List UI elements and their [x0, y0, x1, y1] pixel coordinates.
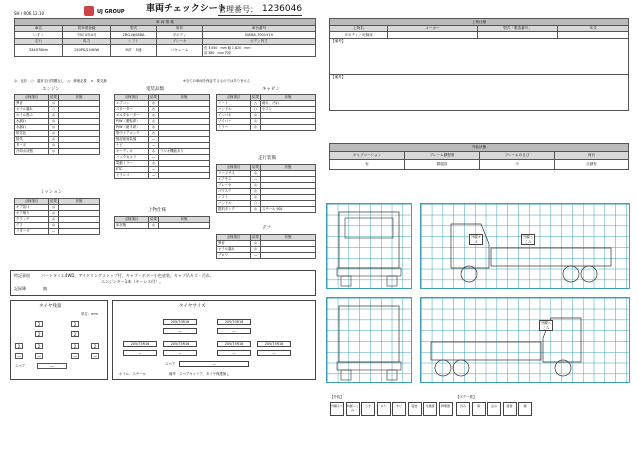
running-title: 走行装備: [258, 156, 276, 161]
running-item: パワステ: [217, 189, 251, 195]
us-model: [478, 32, 558, 39]
logo-text: UJ GROUP: [97, 9, 125, 15]
tread-spare: —: [37, 363, 67, 369]
val-shift: M/T 5速: [111, 45, 157, 57]
ex-v-3: 小: [480, 160, 555, 170]
vh-power: 馬力: [63, 39, 111, 45]
electric-item: 後部座席装備: [115, 137, 149, 143]
cabin-result: ◎: [251, 125, 261, 131]
engine-result: ◎: [49, 131, 59, 137]
legend-box: 腐食: [503, 402, 517, 416]
ts-spare: —: [179, 361, 249, 367]
engine-col-1: 結果: [50, 95, 57, 100]
us-h-model: 型式「製造番号」: [478, 26, 558, 32]
special-text: パートタイム4WD、アイドリングストップ付、キャブ・ボデー小色塗装、キャブ吊キズ・汚れ、: [41, 273, 215, 278]
ts-wheel: ホイル：スチール: [119, 372, 146, 376]
cabin-col-2: 状態: [261, 95, 316, 101]
tread-r2: 2: [35, 343, 43, 349]
cabin-item: ミラー: [217, 125, 251, 131]
upper-col-0: 点検項目: [115, 217, 149, 223]
mark-dent: 外観へこみ: [522, 235, 534, 244]
ts-r8: —: [257, 350, 291, 356]
electric-result: ◎: [149, 161, 159, 167]
diff-title: デフ: [262, 226, 271, 231]
ts-fr: 205/70R16: [217, 319, 251, 325]
vh-mileage: 走行: [15, 39, 63, 45]
electric-col-0: 点検項目: [115, 95, 149, 101]
legend-note: ※全ての車両を保証するものではありません: [183, 79, 251, 83]
cabin-item: インパネ: [217, 113, 251, 119]
mission-item: ギア抜け: [15, 205, 49, 211]
special-label: 特記事項: [14, 273, 30, 278]
diff-item: 異音: [217, 241, 251, 247]
record-label: 記録簿: [14, 286, 26, 291]
cabin-state: 破れ、汚れ: [261, 101, 316, 107]
electric-item: 電動ミラー: [115, 161, 149, 167]
legend-body-label: 【ボデー系】: [456, 395, 477, 399]
cabin-result: ◎: [251, 119, 261, 125]
ex-v-4: 点錆有: [555, 160, 629, 170]
truck-rear-icon: [327, 298, 413, 384]
val-power: 150PS/110KW: [63, 45, 111, 57]
engine-result: ◎: [49, 119, 59, 125]
us-h-name: 上物名: [330, 26, 388, 32]
us-h-maker: メーカー: [388, 26, 478, 32]
electric-result: ◎: [149, 113, 159, 119]
table-row: [115, 223, 210, 229]
engine-item: 異音: [15, 101, 49, 107]
upper-spec-title: 上物仕様: [330, 19, 629, 26]
mission-title: ミッション: [40, 190, 63, 195]
engine-col-2: 状態: [59, 95, 100, 101]
legend-box: 交換歴: [423, 402, 437, 416]
page-title: 車両チェックシート: [146, 4, 227, 14]
tread-r4: 2: [91, 343, 99, 349]
legend-box: サビ: [392, 402, 406, 416]
ts-r2: 205/75R16: [163, 341, 197, 347]
running-result: ◎: [251, 189, 261, 195]
electric-state: ラジオ機能あり: [159, 149, 210, 155]
legend-ext-row: [330, 402, 454, 416]
mission-item: ギア鳴り: [15, 211, 49, 217]
legend-box: ぬり: [377, 402, 391, 416]
us-notes-label: 【備考】: [331, 39, 346, 43]
diff-item: オイル漏れ: [217, 247, 251, 253]
truck-side-2-icon: [421, 298, 631, 384]
running-item: リーフサス: [217, 171, 251, 177]
electric-item: ナビ: [115, 143, 149, 149]
ts-note: 備考 スペアキャリア、タイヤ保護無し: [169, 372, 230, 376]
diff-state: [261, 253, 316, 259]
engine-item: 冷却水状態: [15, 149, 49, 155]
vehicle-section-title: 車 両 情 報: [15, 19, 316, 26]
cabin-item: ハンドル: [217, 107, 251, 113]
electric-col-1: 結果: [150, 95, 157, 100]
electric-item: P/W（助手席）: [115, 125, 149, 131]
running-result: ◎: [251, 171, 261, 177]
running-result: ◎: [251, 183, 261, 189]
mark-scratch: 外観キズ: [470, 235, 482, 244]
table-row: [115, 173, 210, 179]
running-item: ブレーキ: [217, 183, 251, 189]
cabin-col-1: 結果: [252, 95, 259, 100]
ex-h-4: 荷台: [555, 152, 629, 160]
legend-text: ◎：良好 ○：通常走行問題なし △：修理必要 ×：要交換: [14, 79, 107, 83]
cabin-state: [261, 125, 316, 131]
doc-code: SH / R06.12.10: [14, 11, 45, 16]
electric-result: —: [149, 155, 159, 161]
diff-result: ◎: [251, 247, 261, 253]
legend-body-row: [456, 402, 534, 416]
ts-r4: 205/75R16: [257, 341, 291, 347]
running-item: エアサス: [217, 177, 251, 183]
mission-col-2: 状態: [59, 199, 100, 205]
running-col-2: 状態: [261, 165, 316, 171]
engine-result: ◎: [49, 101, 59, 107]
ts-r5: —: [123, 350, 157, 356]
cabin-state: 小スレ: [261, 107, 316, 113]
val-body-dim-1: 長 3,050 mm 幅 1,820 mm: [204, 45, 251, 50]
tread-unit: 単位：mm: [81, 312, 98, 316]
engine-result: ○: [49, 107, 59, 113]
mission-state: [59, 229, 100, 235]
exterior-table: [329, 143, 629, 170]
vh-name: 車名: [15, 26, 63, 32]
mgmt-number: 1236046: [262, 4, 303, 14]
engine-item: 排気: [15, 137, 49, 143]
vehicle-info-table: [14, 18, 316, 57]
ex-v-2: 錆腐食: [405, 160, 480, 170]
tread-r6: —: [37, 354, 41, 359]
engine-result: ◎: [49, 125, 59, 131]
vh-brake: ブレーキ: [157, 39, 203, 45]
mission-col-0: 点検項目: [15, 199, 49, 205]
mission-result: ◎: [49, 211, 59, 217]
upper-table: [114, 216, 210, 229]
upper-col-2: 状態: [159, 217, 210, 223]
electric-result: ◎: [149, 131, 159, 137]
running-result: ○: [251, 201, 261, 207]
engine-result: ◎: [49, 113, 59, 119]
us-year: [558, 32, 629, 39]
ts-fr2: —: [217, 328, 251, 334]
diff-result: ◎: [251, 241, 261, 247]
diff-col-1: 結果: [252, 235, 259, 240]
vh-model: 型式: [111, 26, 157, 32]
ts-fl2: —: [163, 328, 197, 334]
ex-h-2: フレーム錆程度: [405, 152, 480, 160]
running-item: ハンドル: [217, 201, 251, 207]
tread-fr: 2: [71, 321, 79, 327]
mission-col-1: 結果: [50, 199, 57, 204]
electric-item: ドラレコ: [115, 173, 149, 179]
electric-result: —: [149, 143, 159, 149]
vh-shape: 形状: [157, 26, 203, 32]
tread-r5: —: [17, 354, 21, 359]
tread-spare-label: スペア: [15, 364, 26, 368]
electric-item: スターター: [115, 107, 149, 113]
electric-item: 集中ドアロック: [115, 131, 149, 137]
rear-view-grid: [326, 297, 412, 383]
electric-result: ◎: [149, 107, 159, 113]
tread-r1: 2: [15, 343, 23, 349]
table-row: [217, 125, 316, 131]
record-value: 無: [43, 286, 47, 291]
engine-item: 水漏れ: [15, 119, 49, 125]
upper-col-1: 結果: [150, 217, 157, 222]
special-text-2: エンジンキー1本（キーレス付）。: [101, 279, 164, 284]
tread-fl: 2: [35, 321, 43, 327]
mission-table: [14, 198, 100, 235]
us-h-year: 年式: [558, 26, 629, 32]
tread-box: [10, 300, 108, 380]
electric-item: エアコン: [115, 101, 149, 107]
mission-result: —: [49, 229, 59, 235]
ex-h-3: フレームのさび: [480, 152, 555, 160]
us-name: 平ボディ／可倒床: [330, 32, 388, 39]
us-maker: [388, 32, 478, 39]
legend-box: 修理歴: [439, 402, 453, 416]
legend-box: 外観へこみ: [346, 402, 360, 416]
val-brake: バキューム: [157, 45, 203, 57]
electric-result: ◎: [149, 101, 159, 107]
legend-box: 歪み: [487, 402, 501, 416]
running-result: ◎: [251, 207, 261, 213]
electric-table: [114, 94, 210, 179]
val-name: いすゞ: [15, 32, 63, 39]
upper-result: ◎: [149, 223, 159, 229]
mission-item: クラッチ: [15, 217, 49, 223]
running-result: —: [251, 177, 261, 183]
legend-ext-label: 【外装】: [330, 395, 344, 399]
ts-fl: 205/70R16: [163, 319, 197, 325]
upper-item: 床状態: [115, 223, 149, 229]
mgmt-label: 管理番号：: [218, 5, 258, 14]
mission-result: ◎: [49, 205, 59, 211]
running-col-1: 結果: [252, 165, 259, 170]
val-mileage: 334976km: [15, 45, 63, 57]
exterior-title: 外装状態: [330, 144, 629, 152]
cabin-result: ○: [251, 107, 261, 113]
tread-fl2: 2: [35, 331, 43, 337]
diff-result: —: [251, 253, 261, 259]
ts-r1: 205/75R16: [123, 341, 157, 347]
diff-col-2: 状態: [261, 235, 316, 241]
tiresize-title: タイヤサイズ: [179, 304, 206, 309]
side-view-grid-2: [420, 297, 630, 383]
cabin-item: ワイパー: [217, 119, 251, 125]
val-reg: 令和 4年4月: [63, 32, 111, 39]
electric-item: バックカメラ: [115, 155, 149, 161]
tread-r3: 2: [71, 343, 79, 349]
remarks-box: [10, 270, 316, 296]
electric-item: P/W（運転席）: [115, 119, 149, 125]
electric-col-2: 状態: [159, 95, 210, 101]
vh-shift: シフト: [111, 39, 157, 45]
us-notes-label-2: 【備考】: [331, 75, 346, 79]
cabin-table: [216, 94, 316, 131]
upper-spec-table: [329, 18, 629, 111]
legend-box: 傷: [472, 402, 486, 416]
table-row: [217, 253, 316, 259]
engine-item: オイル滲み: [15, 113, 49, 119]
legend-box: 凹み: [456, 402, 470, 416]
vh-reg: 初年度登録: [63, 26, 111, 32]
val-chassis: NJS88-7001519: [203, 32, 316, 39]
table-row: [15, 149, 100, 155]
running-state: スチール 90L: [261, 207, 316, 213]
running-col-0: 点検項目: [217, 165, 251, 171]
electric-result: —: [149, 137, 159, 143]
cabin-title: キャビン: [262, 87, 280, 92]
tread-r8: —: [93, 354, 97, 359]
cabin-result: △: [251, 101, 261, 107]
vh-body-dim: ボディ内寸: [203, 39, 316, 45]
engine-item: 排気色: [15, 131, 49, 137]
upper-state: [159, 223, 210, 229]
electric-state: [159, 173, 210, 179]
tread-title: タイヤ残量: [39, 304, 62, 309]
tread-r7: —: [73, 354, 77, 359]
mission-item: デフ: [15, 223, 49, 229]
legend-box: 腐食: [408, 402, 422, 416]
side-view-grid: [420, 203, 630, 289]
tiresize-box: [112, 300, 316, 380]
mission-result: ◎: [49, 223, 59, 229]
ts-r6: —: [163, 350, 197, 356]
electric-result: —: [149, 167, 159, 173]
engine-col-0: 点検項目: [15, 95, 49, 101]
engine-result: ◎: [49, 143, 59, 149]
electric-result: ◎: [149, 119, 159, 125]
legend-box: うき: [361, 402, 375, 416]
electric-item: オルタネーター: [115, 113, 149, 119]
mark-dent-2: 外観へこみ: [540, 321, 552, 330]
legend-box: 錆: [518, 402, 532, 416]
engine-item: オイル漏れ: [15, 107, 49, 113]
engine-state: [59, 149, 100, 155]
electric-result: —: [149, 173, 159, 179]
electric-result: ◎: [149, 149, 159, 155]
uj-logo-icon: [84, 6, 94, 16]
legend-box: 外観キズ: [330, 402, 344, 416]
cabin-result: ◎: [251, 113, 261, 119]
engine-result: ◎: [49, 137, 59, 143]
vh-chassis: 車台番号: [203, 26, 316, 32]
engine-result: ◎: [49, 149, 59, 155]
ts-r3: 205/75R16: [217, 341, 251, 347]
cabin-col-0: 点検項目: [217, 95, 251, 101]
table-row: [15, 229, 100, 235]
engine-table: [14, 94, 100, 155]
diff-table: [216, 234, 316, 259]
electric-title: 電装品類: [146, 87, 164, 92]
ex-v-1: 有: [330, 160, 405, 170]
val-shape: 平ボディ: [157, 32, 203, 39]
engine-title: エンジン: [42, 87, 60, 92]
truck-front-icon: [327, 204, 413, 290]
ex-h-1: キャブコーション: [330, 152, 405, 160]
running-item: シフト: [217, 195, 251, 201]
running-result: ◎: [251, 195, 261, 201]
table-row: [217, 207, 316, 213]
tread-fr2: 2: [71, 331, 79, 337]
engine-item: 水漏れ: [15, 125, 49, 131]
front-view-grid: [326, 203, 412, 289]
val-model: 2RG-NJS88A: [111, 32, 157, 39]
running-item: 燃料タンク: [217, 207, 251, 213]
running-table: [216, 164, 316, 213]
title-underline: [218, 15, 302, 16]
engine-item: ターボ: [15, 143, 49, 149]
electric-item: ETC: [115, 167, 149, 173]
upper-title: 上物仕様: [148, 208, 166, 213]
diff-col-0: 点検項目: [217, 235, 251, 241]
cabin-item: シート: [217, 101, 251, 107]
ts-r7: —: [217, 350, 251, 356]
electric-item: オーディオ: [115, 149, 149, 155]
ts-spare-label: スペア: [165, 362, 176, 366]
mission-item: リターダ: [15, 229, 49, 235]
diff-item: ブロワ: [217, 253, 251, 259]
truck-side-icon: [421, 204, 631, 290]
electric-result: ◎: [149, 125, 159, 131]
val-body-dim-2: 高 380 mm 内高: [204, 50, 232, 55]
mission-result: ◎: [49, 217, 59, 223]
